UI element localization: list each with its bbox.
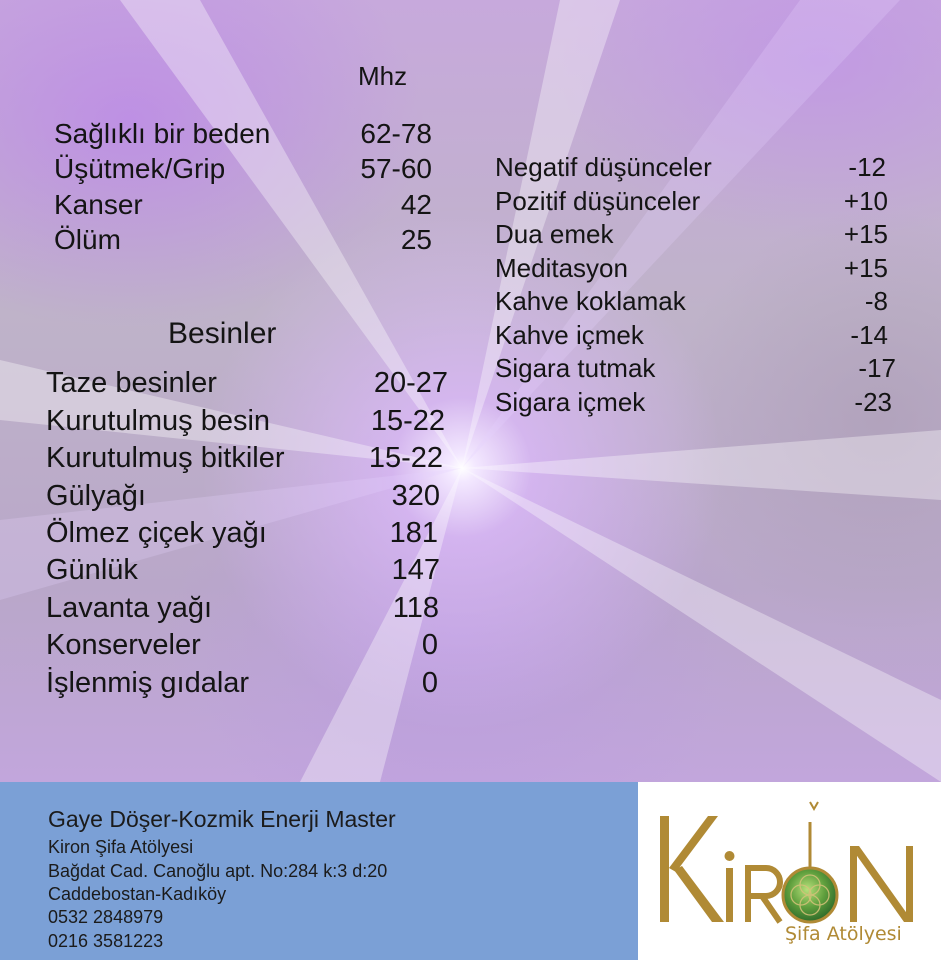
contact-phone: 0532 2848979: [48, 907, 164, 927]
food-label: Kurutulmuş besin: [46, 405, 271, 437]
food-label: Ölmez çiçek yağı: [46, 517, 267, 549]
food-label: Kurutulmuş bitkiler: [46, 442, 285, 474]
food-label: Lavanta yağı: [46, 592, 213, 624]
effect-label: Sigara tutmak: [495, 353, 656, 383]
effect-label: Meditasyon: [495, 253, 628, 283]
health-label: Ölüm: [54, 224, 121, 255]
food-value: 320: [391, 480, 440, 512]
effect-label: Sigara içmek: [495, 387, 646, 417]
effect-label: Kahve içmek: [495, 320, 644, 350]
effect-value: -12: [848, 152, 886, 182]
contact-line: Kiron Şifa Atölyesi: [48, 837, 194, 857]
effect-label: Negatif düşünceler: [495, 152, 712, 182]
contact-address: Bağdat Cad. Canoğlu apt. No:284 k:3 d:20: [48, 861, 388, 881]
food-value: 15-22: [368, 442, 443, 474]
health-value: 57-60: [360, 153, 432, 184]
food-value: 15-22: [370, 405, 445, 437]
health-value: 42: [400, 189, 432, 220]
effect-label: Dua emek: [495, 219, 614, 249]
unit-label: Mhz: [358, 61, 408, 91]
contact-footer: [0, 782, 638, 960]
effect-value: +15: [843, 219, 888, 249]
health-value: 62-78: [360, 118, 432, 149]
kiron-logo-panel: [638, 782, 941, 960]
effect-value: +10: [843, 186, 888, 216]
food-label: Gülyağı: [46, 480, 146, 512]
effect-label: Kahve koklamak: [495, 286, 686, 316]
effect-value: -8: [864, 286, 888, 316]
foods-title: Besinler: [168, 317, 277, 350]
health-label: Sağlıklı bir beden: [54, 118, 271, 149]
food-label: Konserveler: [46, 629, 201, 661]
food-value: 118: [392, 592, 439, 624]
health-value: 25: [400, 224, 432, 255]
health-label: Üşütmek/Grip: [54, 153, 226, 184]
kiron-logo: [638, 782, 941, 960]
contact-name: Gaye Döşer-Kozmik Enerji Master: [48, 806, 396, 832]
health-label: Kanser: [54, 189, 143, 220]
food-label: Taze besinler: [46, 367, 217, 399]
food-value: 147: [391, 554, 440, 586]
effect-value: -23: [854, 387, 892, 417]
food-value: 0: [421, 667, 438, 699]
food-label: Günlük: [46, 554, 138, 586]
effect-label: Pozitif düşünceler: [495, 186, 701, 216]
effect-value: -17: [858, 353, 896, 383]
food-value: 20-27: [373, 367, 448, 399]
contact-phone: 0216 3581223: [48, 931, 164, 951]
food-label: İşlenmiş gıdalar: [46, 667, 250, 699]
food-value: 181: [389, 517, 438, 549]
food-value: 0: [421, 629, 438, 661]
logo-subtitle: Şifa Atölyesi: [785, 923, 902, 945]
effect-value: -14: [850, 320, 888, 350]
contact-district: Caddebostan-Kadıköy: [48, 884, 227, 904]
effect-value: +15: [843, 253, 888, 283]
